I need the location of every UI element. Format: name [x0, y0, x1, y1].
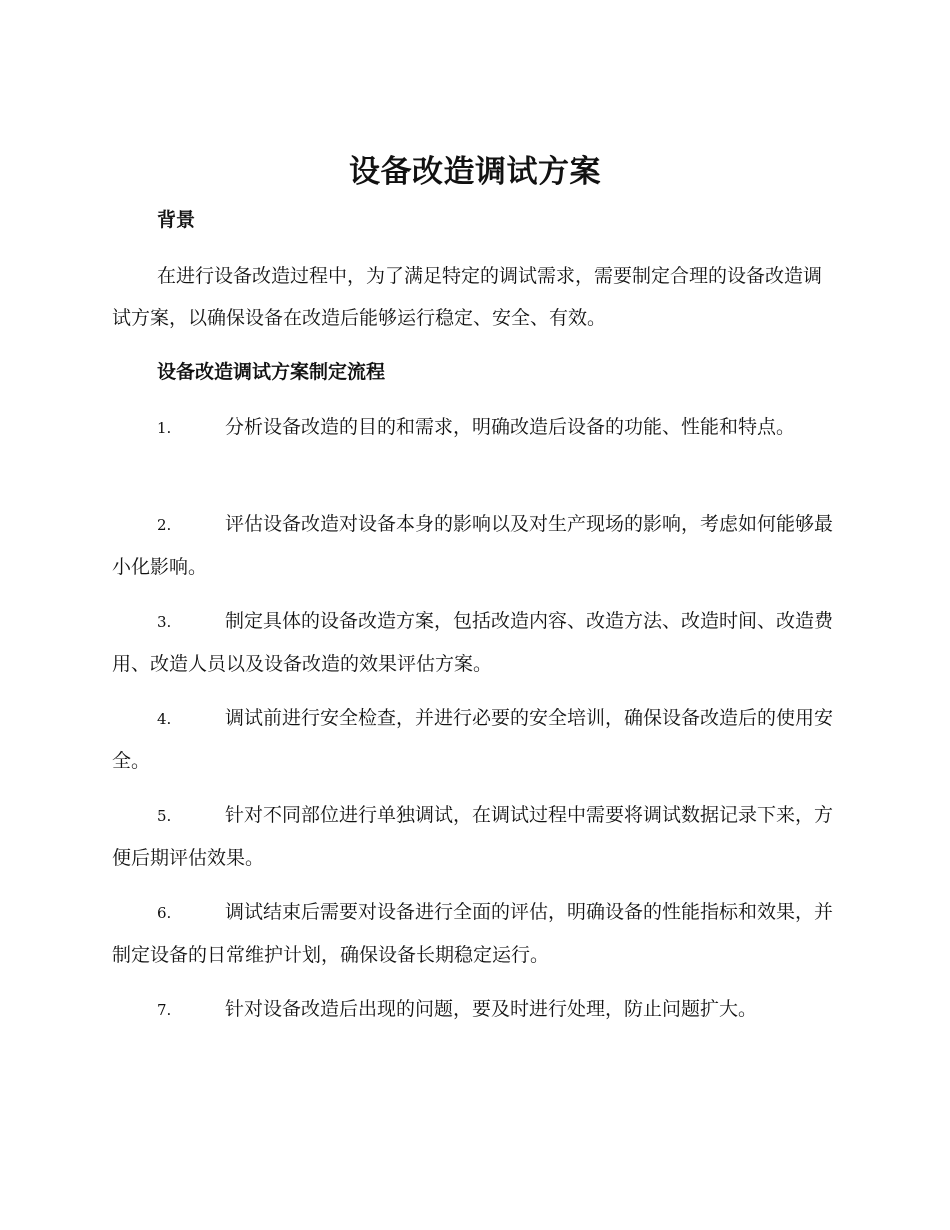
list-item-number: 6. — [157, 904, 172, 922]
list-item-text: 针对不同部位进行单独调试，在调试过程中需要将调试数据记录下来，方便后期评估效果。 — [112, 804, 834, 869]
list-item — [112, 406, 834, 449]
list-item-number: 3. — [157, 613, 172, 631]
list-item — [112, 697, 834, 782]
list-item-text: 调试前进行安全检查，并进行必要的安全培训，确保设备改造后的使用安全。 — [112, 707, 834, 772]
list-item-number: 1. — [157, 419, 172, 437]
list-item — [112, 891, 834, 976]
list-item-text: 评估设备改造对设备本身的影响以及对生产现场的影响，考虑如何能够最小化影响。 — [112, 513, 834, 578]
list-item-text: 针对设备改造后出现的问题，要及时进行处理，防止问题扩大。 — [225, 998, 758, 1020]
list-item-text: 分析设备改造的目的和需求，明确改造后设备的功能、性能和特点。 — [225, 416, 796, 438]
list-item-number: 5. — [157, 807, 172, 825]
list-item-number: 2. — [157, 516, 172, 534]
document-title: 设备改造调试方案 — [349, 154, 601, 190]
background-paragraph-text: 在进行设备改造过程中，为了满足特定的调试需求，需要制定合理的设备改造调试方案，以确保设备在改造后能够运行稳定、安全、有效。 — [112, 265, 823, 329]
list-item — [112, 503, 834, 588]
list-item-text: 调试结束后需要对设备进行全面的评估，明确设备的性能指标和效果，并制定设备的日常维护计划，确保设备长期稳定运行。 — [112, 901, 834, 966]
section-heading-background: 背景 — [157, 209, 196, 231]
list-item-number: 7. — [157, 1001, 172, 1019]
list-item — [112, 988, 834, 1031]
background-paragraph — [112, 255, 834, 339]
list-item — [112, 794, 834, 879]
list-item-text: 制定具体的设备改造方案，包括改造内容、改造方法、改造时间、改造费用、改造人员以及设备改造的效果评估方案。 — [112, 610, 834, 675]
list-item-number: 4. — [157, 710, 172, 728]
section-heading-process: 设备改造调试方案制定流程 — [157, 361, 386, 383]
list-item — [112, 600, 834, 685]
